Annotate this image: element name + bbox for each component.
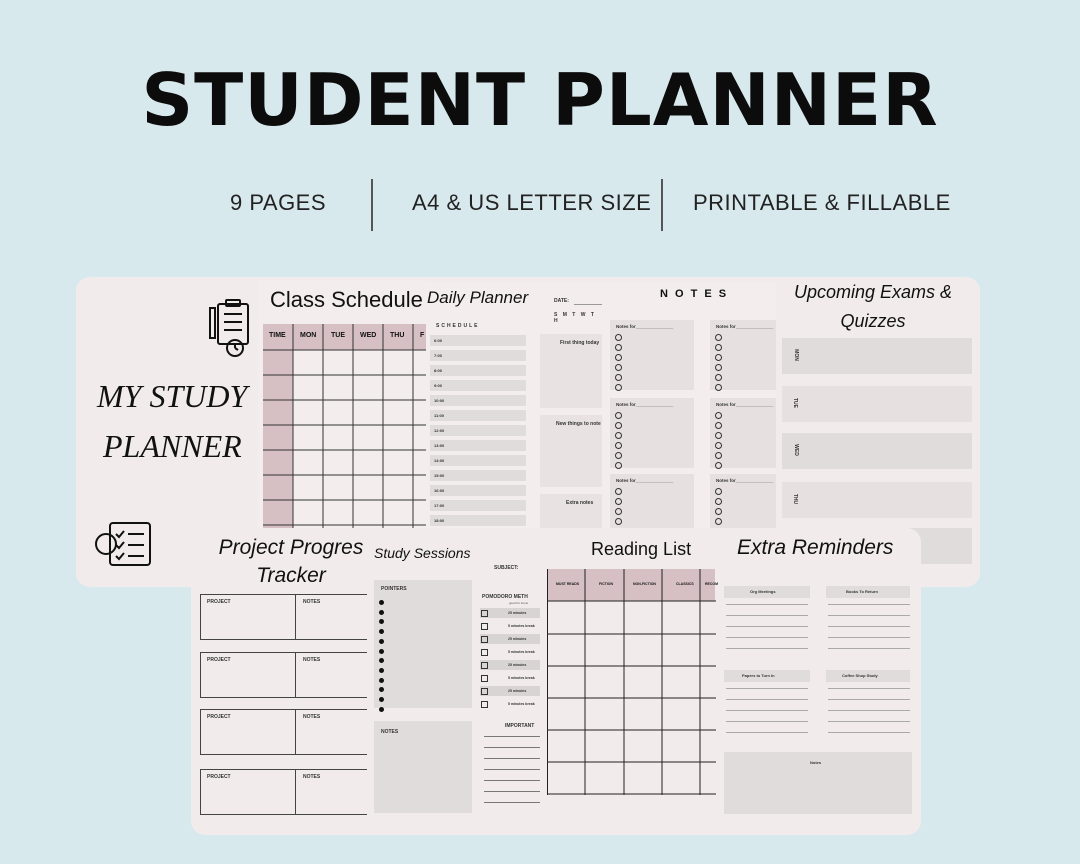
reading-list-header: MUST READS FICTION NON-FICTION CLASSICS RECOM (547, 569, 715, 601)
schedule-label: SCHEDULE (436, 323, 480, 329)
important-label: IMPORTANT (505, 723, 535, 729)
exam-row-tue: TUE (782, 386, 972, 422)
check-circle-icon[interactable] (615, 384, 622, 391)
check-circle-icon[interactable] (715, 498, 722, 505)
bullet-dot (379, 668, 384, 673)
reminder-line (726, 637, 808, 638)
check-circle-icon[interactable] (615, 442, 622, 449)
cover-title-line2: PLANNER (103, 428, 242, 464)
bullet-dot (379, 639, 384, 644)
daily-planner-title: Daily Planner (427, 288, 529, 307)
project-tracker-page (196, 534, 368, 824)
notes-box: Notes for_______________ (610, 474, 694, 544)
feature-printable: PRINTABLE & FILLABLE (693, 190, 951, 215)
reminder-line (828, 615, 910, 616)
check-circle-icon[interactable] (615, 374, 622, 381)
check-circle-icon[interactable] (615, 334, 622, 341)
pomodoro-row: 5 minutes break (480, 647, 540, 657)
checkbox[interactable] (481, 662, 488, 669)
class-schedule-grid (263, 324, 426, 530)
schedule-row: 18:00 (430, 515, 526, 526)
check-circle-icon[interactable] (715, 488, 722, 495)
check-circle-icon[interactable] (615, 364, 622, 371)
reminder-line (726, 732, 808, 733)
extra-reminders-title: Extra Reminders (737, 536, 894, 559)
check-circle-icon[interactable] (715, 452, 722, 459)
reminder-line (828, 626, 910, 627)
bullet-dot (379, 629, 384, 634)
exam-row-thu: THU (782, 482, 972, 518)
check-circle-icon[interactable] (615, 462, 622, 469)
reminder-line (828, 710, 910, 711)
check-circle-icon[interactable] (715, 508, 722, 515)
check-circle-icon[interactable] (615, 354, 622, 361)
col-fri: F (420, 332, 425, 339)
pomodoro-row: 25 minutes (480, 608, 540, 618)
exams-title-line2: Quizzes (840, 311, 906, 331)
check-circle-icon[interactable] (615, 422, 622, 429)
check-circle-icon[interactable] (615, 452, 622, 459)
schedule-row: 8:00 (430, 365, 526, 376)
date-line (574, 304, 602, 305)
important-lines (484, 736, 540, 803)
first-thing-box: First thing today (540, 334, 602, 408)
check-circle-icon[interactable] (715, 364, 722, 371)
schedule-row: 7:00 (430, 350, 526, 361)
daily-planner-page (426, 282, 604, 528)
checkbox[interactable] (481, 610, 488, 617)
pointers-box: POINTERS (374, 580, 472, 708)
reminder-line (726, 721, 808, 722)
extra-notes-box: Extra notes (540, 494, 602, 528)
class-schedule-title: Class Schedule (270, 287, 423, 312)
reminder-line (726, 648, 808, 649)
check-circle-icon[interactable] (715, 384, 722, 391)
checkbox[interactable] (481, 623, 488, 630)
check-circle-icon[interactable] (615, 432, 622, 439)
checkbox[interactable] (481, 688, 488, 695)
reminder-line (828, 721, 910, 722)
bullet-dot (379, 649, 384, 654)
col-time: TIME (269, 332, 286, 339)
check-circle-icon[interactable] (715, 334, 722, 341)
study-notes-box: NOTES (374, 721, 472, 813)
schedule-row: 10:00 (430, 395, 526, 406)
col-wed: WED (360, 332, 377, 339)
reminder-papers: Papers to Turn In (724, 670, 810, 682)
checkbox[interactable] (481, 701, 488, 708)
bullet-dot (379, 658, 384, 663)
check-circle-icon[interactable] (715, 518, 722, 525)
reading-list-title: Reading List (591, 539, 692, 559)
reminder-line (828, 637, 910, 638)
pomodoro-row: 25 minutes (480, 660, 540, 670)
reminder-line (726, 688, 808, 689)
pomodoro-sub: good for focus (509, 601, 529, 605)
tracker-title-line1: Project Progres (218, 536, 364, 559)
check-circle-icon[interactable] (615, 488, 622, 495)
checkbox[interactable] (481, 649, 488, 656)
notes-title: N O T E S (660, 288, 729, 300)
reminder-line (726, 699, 808, 700)
check-circle-icon[interactable] (615, 498, 622, 505)
checkbox[interactable] (481, 675, 488, 682)
reminder-line (726, 604, 808, 605)
checklist-icon (92, 520, 154, 568)
reminder-line (726, 710, 808, 711)
bullet-dot (379, 697, 384, 702)
pomodoro-row: 5 minutes break (480, 699, 540, 709)
pomodoro-row: 25 minutes (480, 686, 540, 696)
check-circle-icon[interactable] (715, 374, 722, 381)
study-sessions-page (370, 540, 546, 824)
date-label: DATE: (554, 298, 569, 304)
project-row: PROJECT NOTES (200, 594, 367, 640)
project-row: PROJECT NOTES (200, 769, 367, 815)
checkbox[interactable] (481, 636, 488, 643)
col-thu: THU (390, 332, 405, 339)
bullet-dot (379, 610, 384, 615)
row-divider (295, 710, 296, 754)
schedule-row: 16:00 (430, 485, 526, 496)
exams-page (778, 280, 974, 570)
schedule-row: 12:00 (430, 425, 526, 436)
reminder-line (828, 604, 910, 605)
exams-title-line1: Upcoming Exams & (793, 282, 953, 302)
notes-box: Notes for_______________ (710, 320, 776, 390)
schedule-row: 17:00 (430, 500, 526, 511)
divider (371, 179, 373, 231)
notes-box: Notes for_______________ (710, 398, 776, 468)
row-divider (295, 595, 296, 639)
check-circle-icon[interactable] (715, 412, 722, 419)
check-circle-icon[interactable] (715, 344, 722, 351)
tracker-title-line2: Tracker (256, 564, 326, 587)
reminder-notes-box: Notes (724, 752, 912, 814)
reminder-line (828, 699, 910, 700)
check-circle-icon[interactable] (715, 442, 722, 449)
new-things-box: New things to note (540, 415, 602, 487)
schedule-row: 9:00 (430, 380, 526, 391)
reminder-org: Org Meetings (724, 586, 810, 598)
page-title: STUDENT PLANNER (141, 58, 939, 142)
notes-box: Notes for_______________ (610, 398, 694, 468)
schedule-row: 13:00 (430, 440, 526, 451)
subject-label: SUBJECT: (494, 565, 519, 571)
cover-title-line1: MY STUDY (97, 378, 248, 414)
reminder-line (828, 648, 910, 649)
extra-reminders-page (716, 534, 918, 824)
check-circle-icon[interactable] (715, 354, 722, 361)
schedule-row: 15:00 (430, 470, 526, 481)
exam-row-wed: WED (782, 433, 972, 469)
reminder-line (828, 732, 910, 733)
project-row: PROJECT NOTES (200, 652, 367, 698)
bullet-dot (379, 619, 384, 624)
bullet-dot (379, 707, 384, 712)
row-divider (295, 770, 296, 814)
bullet-dot (379, 600, 384, 605)
check-circle-icon[interactable] (715, 422, 722, 429)
notes-page (604, 282, 776, 528)
reading-list-page (546, 534, 719, 804)
reminder-line (828, 688, 910, 689)
pomodoro-label: POMODORO METH (482, 594, 528, 600)
exam-row-mon: MON (782, 338, 972, 374)
project-row: PROJECT NOTES (200, 709, 367, 755)
divider (661, 179, 663, 231)
week-days: S M T W T H (554, 312, 596, 324)
check-circle-icon[interactable] (715, 462, 722, 469)
row-divider (295, 653, 296, 697)
feature-size: A4 & US LETTER SIZE (412, 190, 652, 215)
reminder-books: Books To Return (826, 586, 910, 598)
bullet-dot (379, 687, 384, 692)
check-circle-icon[interactable] (615, 518, 622, 525)
reminder-line (726, 615, 808, 616)
reminder-line (726, 626, 808, 627)
pomodoro-row: 5 minutes break (480, 673, 540, 683)
schedule-row: 6:00 (430, 335, 526, 346)
check-circle-icon[interactable] (615, 508, 622, 515)
reading-list-grid (547, 569, 716, 795)
check-circle-icon[interactable] (615, 344, 622, 351)
col-tue: TUE (331, 332, 345, 339)
bullet-dot (379, 678, 384, 683)
notes-box: Notes for_______________ (710, 474, 776, 544)
pomodoro-row: 5 minutes break (480, 621, 540, 631)
col-mon: MON (300, 332, 317, 339)
check-circle-icon[interactable] (715, 432, 722, 439)
schedule-row: 14:00 (430, 455, 526, 466)
clipboard-pencil-icon (208, 298, 254, 358)
feature-pages: 9 PAGES (230, 190, 327, 215)
reminder-coffee: Coffee Shop Study (826, 670, 910, 682)
check-circle-icon[interactable] (615, 412, 622, 419)
class-schedule-page (258, 280, 426, 530)
pomodoro-row: 25 minutes (480, 634, 540, 644)
study-sessions-title: Study Sessions (374, 545, 471, 561)
notes-box: Notes for_______________ (610, 320, 694, 390)
schedule-row: 11:00 (430, 410, 526, 421)
